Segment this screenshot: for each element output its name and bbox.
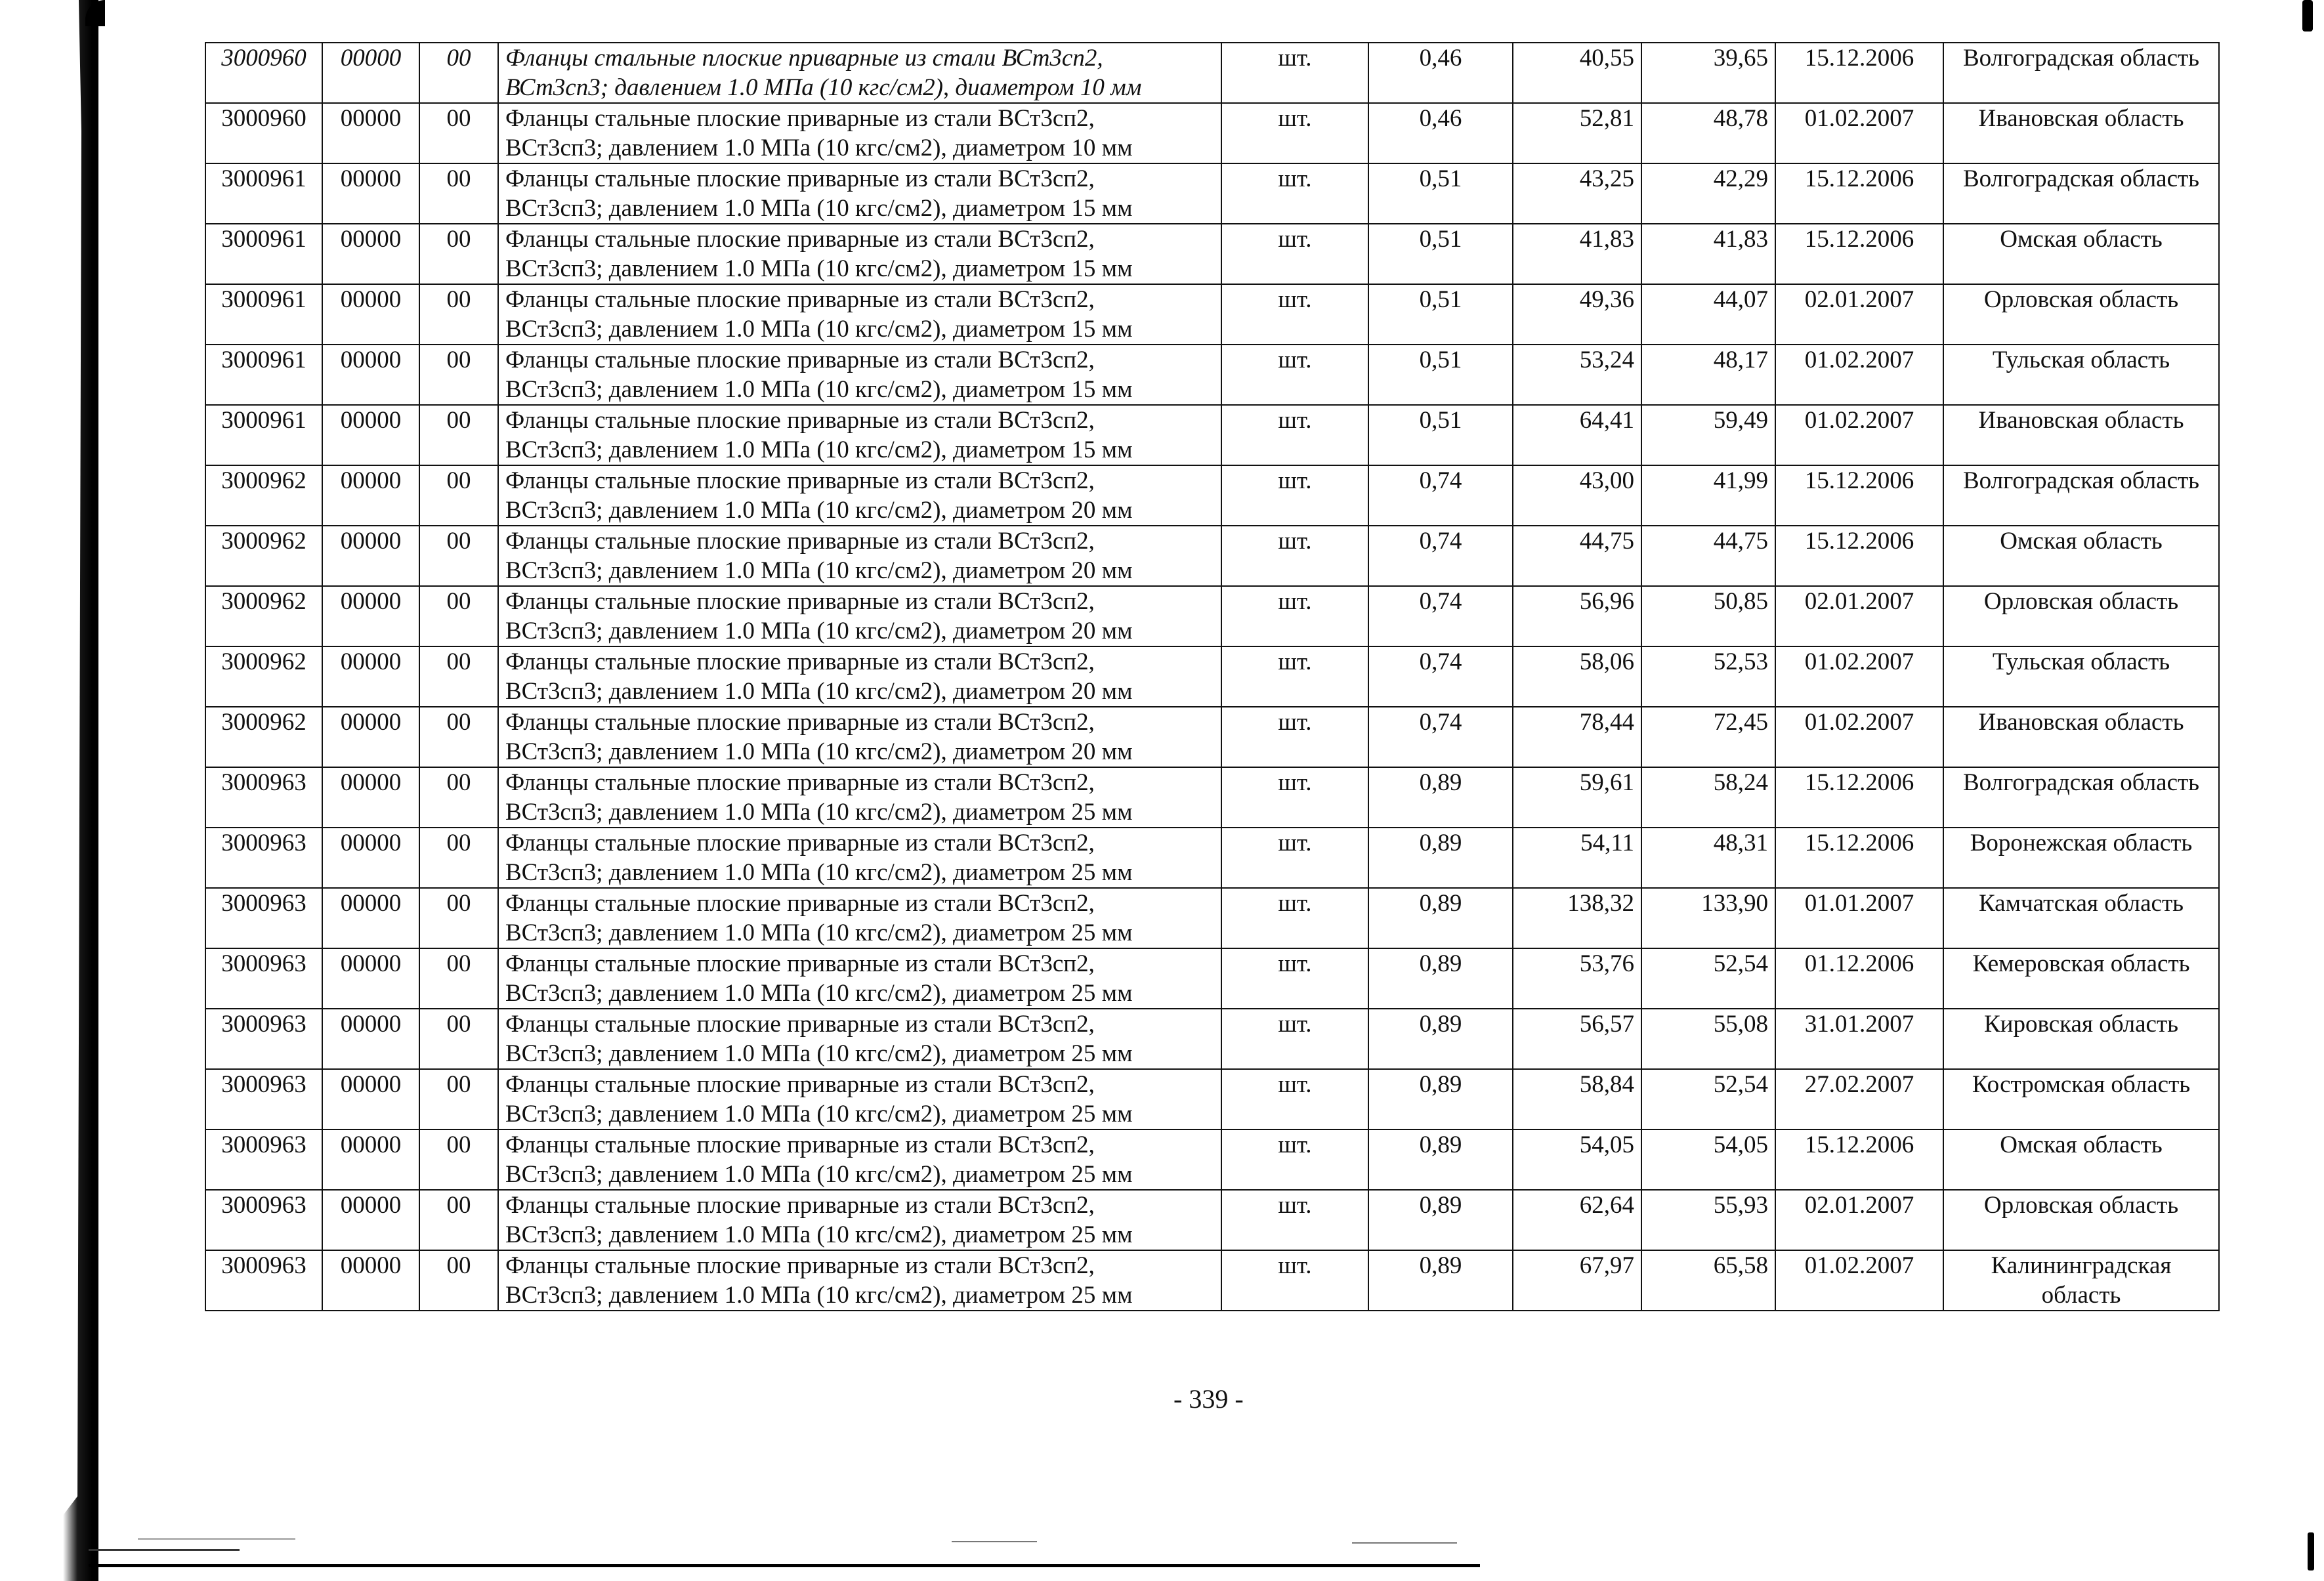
item-mass-cell: 0,46 — [1368, 43, 1513, 103]
price-2-cell: 42,29 — [1641, 163, 1775, 224]
item-name-line-1: Фланцы стальные плоские приварные из стали ВСт3сп2, — [505, 105, 1095, 132]
table-row — [205, 163, 2219, 224]
item-subcode-2-cell: 00 — [419, 224, 498, 284]
item-code-cell: 3000963 — [205, 1250, 322, 1311]
region-cell: Калининградская область — [1943, 1250, 2219, 1311]
item-subcode-cell: 00000 — [322, 888, 419, 948]
item-subcode-2-cell: 00 — [419, 465, 498, 526]
region-cell: Кировская область — [1943, 1009, 2219, 1069]
item-subcode-2-cell: 00 — [419, 1250, 498, 1311]
item-mass-cell: 0,51 — [1368, 224, 1513, 284]
price-table-body — [205, 43, 2219, 1311]
item-subcode-cell: 00000 — [322, 405, 419, 465]
table-row — [205, 1129, 2219, 1190]
table-row — [205, 1009, 2219, 1069]
item-code-cell: 3000960 — [205, 103, 322, 163]
item-code-cell: 3000963 — [205, 767, 322, 828]
item-subcode-cell: 00000 — [322, 465, 419, 526]
price-2-cell: 39,65 — [1641, 43, 1775, 103]
price-1-cell: 53,76 — [1513, 948, 1641, 1009]
item-name-line-1: Фланцы стальные плоские приварные из стали ВСт3сп2, — [505, 890, 1095, 917]
bottom-rule — [89, 1564, 1480, 1567]
item-subcode-2-cell: 00 — [419, 43, 498, 103]
price-date-cell: 15.12.2006 — [1775, 465, 1943, 526]
price-1-cell: 64,41 — [1513, 405, 1641, 465]
item-subcode-2-cell: 00 — [419, 345, 498, 405]
unit-of-measure-cell: шт. — [1221, 224, 1368, 284]
item-subcode-2-cell: 00 — [419, 707, 498, 767]
price-1-cell: 62,64 — [1513, 1190, 1641, 1250]
price-date-cell: 15.12.2006 — [1775, 43, 1943, 103]
unit-of-measure-cell: шт. — [1221, 1250, 1368, 1311]
item-subcode-cell: 00000 — [322, 103, 419, 163]
price-2-cell: 59,49 — [1641, 405, 1775, 465]
item-name-line-1: Фланцы стальные плоские приварные из стали ВСт3сп2, — [505, 588, 1095, 615]
item-code-cell: 3000962 — [205, 586, 322, 646]
price-date-cell: 31.01.2007 — [1775, 1009, 1943, 1069]
unit-of-measure-cell: шт. — [1221, 1190, 1368, 1250]
unit-of-measure-cell: шт. — [1221, 103, 1368, 163]
item-code-cell: 3000961 — [205, 224, 322, 284]
price-1-cell: 54,05 — [1513, 1129, 1641, 1190]
unit-of-measure-cell: шт. — [1221, 43, 1368, 103]
item-subcode-cell: 00000 — [322, 1250, 419, 1311]
region-cell: Волгоградская область — [1943, 163, 2219, 224]
item-name-line-1: Фланцы стальные плоские приварные из стали ВСт3сп2, — [505, 286, 1095, 313]
table-row — [205, 767, 2219, 828]
region-cell: Ивановская область — [1943, 103, 2219, 163]
price-date-cell: 01.02.2007 — [1775, 1250, 1943, 1311]
price-date-cell: 01.02.2007 — [1775, 646, 1943, 707]
item-code-cell: 3000961 — [205, 163, 322, 224]
scan-stray-line — [1352, 1542, 1457, 1544]
item-name-line-2: ВСт3сп3; давлением 1.0 МПа (10 кгс/см2), диаметром 15 мм — [505, 195, 1133, 222]
price-2-cell: 52,54 — [1641, 1069, 1775, 1129]
item-name-line-2: ВСт3сп3; давлением 1.0 МПа (10 кгс/см2), диаметром 15 мм — [505, 436, 1133, 463]
price-2-cell: 52,53 — [1641, 646, 1775, 707]
price-2-cell: 54,05 — [1641, 1129, 1775, 1190]
item-name-line-2: ВСт3сп3; давлением 1.0 МПа (10 кгс/см2), диаметром 20 мм — [505, 557, 1133, 584]
item-subcode-cell: 00000 — [322, 828, 419, 888]
price-2-cell: 133,90 — [1641, 888, 1775, 948]
region-cell: Волгоградская область — [1943, 465, 2219, 526]
item-subcode-cell: 00000 — [322, 284, 419, 345]
region-cell: Тульская область — [1943, 345, 2219, 405]
item-name-line-2: ВСт3сп3; давлением 1.0 МПа (10 кгс/см2), диаметром 20 мм — [505, 678, 1133, 705]
region-cell: Волгоградская область — [1943, 767, 2219, 828]
table-row — [205, 345, 2219, 405]
price-1-cell: 43,00 — [1513, 465, 1641, 526]
item-name-line-2: ВСт3сп3; давлением 1.0 МПа (10 кгс/см2), диаметром 25 мм — [505, 1282, 1133, 1309]
item-subcode-2-cell: 00 — [419, 1069, 498, 1129]
region-cell: Тульская область — [1943, 646, 2219, 707]
item-name-line-2: ВСт3сп3; давлением 1.0 МПа (10 кгс/см2), диаметром 25 мм — [505, 980, 1133, 1007]
item-code-cell: 3000963 — [205, 948, 322, 1009]
item-subcode-cell: 00000 — [322, 948, 419, 1009]
item-subcode-cell: 00000 — [322, 646, 419, 707]
item-name-line-2: ВСт3сп3; давлением 1.0 МПа (10 кгс/см2), диаметром 25 мм — [505, 1101, 1133, 1128]
item-name-line-1: Фланцы стальные плоские приварные из стали ВСт3сп2, — [505, 648, 1095, 675]
unit-of-measure-cell: шт. — [1221, 828, 1368, 888]
item-subcode-2-cell: 00 — [419, 1190, 498, 1250]
item-name-line-2: ВСт3сп3; давлением 1.0 МПа (10 кгс/см2), диаметром 10 мм — [505, 74, 1142, 101]
price-date-cell: 01.02.2007 — [1775, 405, 1943, 465]
table-row — [205, 646, 2219, 707]
price-1-cell: 44,75 — [1513, 526, 1641, 586]
item-name-line-1: Фланцы стальные плоские приварные из стали ВСт3сп2, — [505, 165, 1095, 192]
item-name-line-1: Фланцы стальные плоские приварные из стали ВСт3сп2, — [505, 950, 1095, 977]
item-name-cell — [498, 345, 1221, 405]
item-mass-cell: 0,89 — [1368, 1190, 1513, 1250]
price-2-cell: 72,45 — [1641, 707, 1775, 767]
item-mass-cell: 0,89 — [1368, 948, 1513, 1009]
item-subcode-cell: 00000 — [322, 586, 419, 646]
table-row — [205, 224, 2219, 284]
scan-stray-line — [138, 1538, 295, 1540]
item-subcode-2-cell: 00 — [419, 948, 498, 1009]
item-name-cell — [498, 1190, 1221, 1250]
item-mass-cell: 0,46 — [1368, 103, 1513, 163]
item-name-line-2: ВСт3сп3; давлением 1.0 МПа (10 кгс/см2), диаметром 25 мм — [505, 1040, 1133, 1067]
item-name-line-2: ВСт3сп3; давлением 1.0 МПа (10 кгс/см2), диаметром 20 мм — [505, 618, 1133, 644]
region-cell: Омская область — [1943, 526, 2219, 586]
item-subcode-2-cell: 00 — [419, 163, 498, 224]
item-name-line-2: ВСт3сп3; давлением 1.0 МПа (10 кгс/см2), диаметром 25 мм — [505, 799, 1133, 826]
unit-of-measure-cell: шт. — [1221, 284, 1368, 345]
price-2-cell: 41,99 — [1641, 465, 1775, 526]
item-mass-cell: 0,89 — [1368, 1129, 1513, 1190]
item-subcode-cell: 00000 — [322, 1069, 419, 1129]
item-name-cell — [498, 948, 1221, 1009]
item-name-line-1: Фланцы стальные плоские приварные из стали ВСт3сп2, — [505, 769, 1095, 796]
unit-of-measure-cell: шт. — [1221, 1009, 1368, 1069]
item-mass-cell: 0,74 — [1368, 465, 1513, 526]
table-row — [205, 1250, 2219, 1311]
unit-of-measure-cell: шт. — [1221, 707, 1368, 767]
price-1-cell: 58,06 — [1513, 646, 1641, 707]
unit-of-measure-cell: шт. — [1221, 405, 1368, 465]
item-name-line-1: Фланцы стальные плоские приварные из стали ВСт3сп2, — [505, 528, 1095, 555]
item-mass-cell: 0,89 — [1368, 888, 1513, 948]
price-1-cell: 43,25 — [1513, 163, 1641, 224]
price-date-cell: 15.12.2006 — [1775, 1129, 1943, 1190]
item-subcode-cell: 00000 — [322, 767, 419, 828]
item-name-cell — [498, 526, 1221, 586]
item-subcode-cell: 00000 — [322, 224, 419, 284]
price-2-cell: 50,85 — [1641, 586, 1775, 646]
item-mass-cell: 0,51 — [1368, 163, 1513, 224]
item-name-cell — [498, 828, 1221, 888]
item-subcode-2-cell: 00 — [419, 103, 498, 163]
item-name-line-1: Фланцы стальные плоские приварные из стали ВСт3сп2, — [505, 709, 1095, 736]
table-row — [205, 103, 2219, 163]
item-name-cell — [498, 43, 1221, 103]
unit-of-measure-cell: шт. — [1221, 163, 1368, 224]
table-row — [205, 948, 2219, 1009]
price-2-cell: 52,54 — [1641, 948, 1775, 1009]
price-1-cell: 53,24 — [1513, 345, 1641, 405]
region-cell: Ивановская область — [1943, 405, 2219, 465]
item-subcode-2-cell: 00 — [419, 1129, 498, 1190]
price-date-cell: 01.12.2006 — [1775, 948, 1943, 1009]
price-1-cell: 52,81 — [1513, 103, 1641, 163]
item-name-line-2: ВСт3сп3; давлением 1.0 МПа (10 кгс/см2), диаметром 25 мм — [505, 1161, 1133, 1188]
item-name-cell — [498, 465, 1221, 526]
price-2-cell: 55,93 — [1641, 1190, 1775, 1250]
item-name-cell — [498, 586, 1221, 646]
table-row — [205, 586, 2219, 646]
unit-of-measure-cell: шт. — [1221, 345, 1368, 405]
price-2-cell: 58,24 — [1641, 767, 1775, 828]
item-subcode-2-cell: 00 — [419, 646, 498, 707]
price-date-cell: 01.02.2007 — [1775, 707, 1943, 767]
item-code-cell: 3000962 — [205, 526, 322, 586]
price-2-cell: 41,83 — [1641, 224, 1775, 284]
item-name-cell — [498, 1009, 1221, 1069]
region-cell: Орловская область — [1943, 284, 2219, 345]
item-subcode-cell: 00000 — [322, 1129, 419, 1190]
bottom-rule-short — [89, 1549, 240, 1551]
table-row — [205, 465, 2219, 526]
item-name-line-1: Фланцы стальные плоские приварные из стали ВСт3сп2, — [505, 1192, 1095, 1219]
price-date-cell: 01.02.2007 — [1775, 345, 1943, 405]
item-name-line-2: ВСт3сп3; давлением 1.0 МПа (10 кгс/см2), диаметром 15 мм — [505, 376, 1133, 403]
table-row — [205, 1069, 2219, 1129]
item-mass-cell: 0,89 — [1368, 828, 1513, 888]
item-code-cell: 3000963 — [205, 1190, 322, 1250]
region-cell: Воронежская область — [1943, 828, 2219, 888]
item-code-cell: 3000960 — [205, 43, 322, 103]
price-2-cell: 44,07 — [1641, 284, 1775, 345]
price-date-cell: 02.01.2007 — [1775, 586, 1943, 646]
item-name-cell — [498, 1129, 1221, 1190]
item-subcode-cell: 00000 — [322, 163, 419, 224]
scan-corner-mark-top-right — [2302, 0, 2313, 32]
item-name-line-2: ВСт3сп3; давлением 1.0 МПа (10 кгс/см2), диаметром 15 мм — [505, 316, 1133, 343]
price-1-cell: 49,36 — [1513, 284, 1641, 345]
item-subcode-2-cell: 00 — [419, 284, 498, 345]
item-subcode-cell: 00000 — [322, 1190, 419, 1250]
price-1-cell: 41,83 — [1513, 224, 1641, 284]
item-name-cell — [498, 888, 1221, 948]
item-name-cell — [498, 1250, 1221, 1311]
table-row — [205, 284, 2219, 345]
item-name-line-1: Фланцы стальные плоские приварные из стали ВСт3сп2, — [505, 407, 1095, 434]
item-subcode-2-cell: 00 — [419, 526, 498, 586]
item-name-line-2: ВСт3сп3; давлением 1.0 МПа (10 кгс/см2), диаметром 25 мм — [505, 1221, 1133, 1248]
region-cell: Костромская область — [1943, 1069, 2219, 1129]
item-subcode-2-cell: 00 — [419, 586, 498, 646]
item-subcode-cell: 00000 — [322, 345, 419, 405]
price-2-cell: 48,31 — [1641, 828, 1775, 888]
price-2-cell: 48,78 — [1641, 103, 1775, 163]
unit-of-measure-cell: шт. — [1221, 888, 1368, 948]
item-code-cell: 3000961 — [205, 405, 322, 465]
price-1-cell: 56,96 — [1513, 586, 1641, 646]
item-subcode-2-cell: 00 — [419, 828, 498, 888]
price-2-cell: 65,58 — [1641, 1250, 1775, 1311]
item-name-line-1: Фланцы стальные плоские приварные из стали ВСт3сп2, — [505, 467, 1095, 494]
item-name-line-2: ВСт3сп3; давлением 1.0 МПа (10 кгс/см2), диаметром 20 мм — [505, 738, 1133, 765]
item-name-line-1: Фланцы стальные плоские приварные из стали ВСт3сп2, — [505, 45, 1103, 72]
item-code-cell: 3000963 — [205, 888, 322, 948]
price-1-cell: 56,57 — [1513, 1009, 1641, 1069]
price-2-cell: 55,08 — [1641, 1009, 1775, 1069]
item-name-cell — [498, 224, 1221, 284]
price-date-cell: 01.02.2007 — [1775, 103, 1943, 163]
item-name-cell — [498, 646, 1221, 707]
item-code-cell: 3000963 — [205, 828, 322, 888]
price-date-cell: 15.12.2006 — [1775, 224, 1943, 284]
item-name-line-1: Фланцы стальные плоские приварные из стали ВСт3сп2, — [505, 226, 1095, 253]
region-cell: Омская область — [1943, 224, 2219, 284]
unit-of-measure-cell: шт. — [1221, 1069, 1368, 1129]
item-subcode-2-cell: 00 — [419, 1009, 498, 1069]
unit-of-measure-cell: шт. — [1221, 1129, 1368, 1190]
item-mass-cell: 0,89 — [1368, 1250, 1513, 1311]
item-name-line-2: ВСт3сп3; давлением 1.0 МПа (10 кгс/см2), диаметром 10 мм — [505, 135, 1133, 161]
item-code-cell: 3000963 — [205, 1069, 322, 1129]
price-1-cell: 40,55 — [1513, 43, 1641, 103]
item-subcode-2-cell: 00 — [419, 405, 498, 465]
table-row — [205, 526, 2219, 586]
unit-of-measure-cell: шт. — [1221, 767, 1368, 828]
price-date-cell: 15.12.2006 — [1775, 767, 1943, 828]
table-row — [205, 1190, 2219, 1250]
item-name-cell — [498, 284, 1221, 345]
item-code-cell: 3000963 — [205, 1009, 322, 1069]
table-row — [205, 707, 2219, 767]
region-cell: Орловская область — [1943, 586, 2219, 646]
item-subcode-2-cell: 00 — [419, 767, 498, 828]
item-mass-cell: 0,89 — [1368, 1069, 1513, 1129]
page-number: - 339 - — [1173, 1384, 1244, 1414]
price-1-cell: 58,84 — [1513, 1069, 1641, 1129]
item-mass-cell: 0,51 — [1368, 345, 1513, 405]
region-cell: Орловская область — [1943, 1190, 2219, 1250]
item-mass-cell: 0,89 — [1368, 1009, 1513, 1069]
item-name-line-1: Фланцы стальные плоские приварные из стали ВСт3сп2, — [505, 1011, 1095, 1038]
price-table — [205, 42, 2220, 1311]
price-1-cell: 67,97 — [1513, 1250, 1641, 1311]
item-name-line-1: Фланцы стальные плоские приварные из стали ВСт3сп2, — [505, 347, 1095, 373]
price-date-cell: 15.12.2006 — [1775, 526, 1943, 586]
item-name-line-1: Фланцы стальные плоские приварные из стали ВСт3сп2, — [505, 1071, 1095, 1098]
region-cell: Омская область — [1943, 1129, 2219, 1190]
region-cell: Камчатская область — [1943, 888, 2219, 948]
item-mass-cell: 0,74 — [1368, 526, 1513, 586]
item-subcode-cell: 00000 — [322, 526, 419, 586]
item-mass-cell: 0,89 — [1368, 767, 1513, 828]
price-1-cell: 54,11 — [1513, 828, 1641, 888]
item-subcode-cell: 00000 — [322, 1009, 419, 1069]
price-2-cell: 44,75 — [1641, 526, 1775, 586]
price-date-cell: 02.01.2007 — [1775, 1190, 1943, 1250]
item-code-cell: 3000962 — [205, 646, 322, 707]
unit-of-measure-cell: шт. — [1221, 465, 1368, 526]
item-name-line-1: Фланцы стальные плоские приварные из стали ВСт3сп2, — [505, 830, 1095, 856]
unit-of-measure-cell: шт. — [1221, 948, 1368, 1009]
item-mass-cell: 0,51 — [1368, 405, 1513, 465]
price-date-cell: 02.01.2007 — [1775, 284, 1943, 345]
item-subcode-cell: 00000 — [322, 43, 419, 103]
price-2-cell: 48,17 — [1641, 345, 1775, 405]
item-name-line-2: ВСт3сп3; давлением 1.0 МПа (10 кгс/см2), диаметром 25 мм — [505, 919, 1133, 946]
scan-corner-mark-bottom-right — [2308, 1532, 2314, 1570]
scan-stray-line — [952, 1541, 1037, 1542]
region-cell: Ивановская область — [1943, 707, 2219, 767]
price-date-cell: 01.01.2007 — [1775, 888, 1943, 948]
item-code-cell: 3000962 — [205, 707, 322, 767]
item-name-cell — [498, 163, 1221, 224]
unit-of-measure-cell: шт. — [1221, 646, 1368, 707]
price-1-cell: 138,32 — [1513, 888, 1641, 948]
item-name-line-2: ВСт3сп3; давлением 1.0 МПа (10 кгс/см2), диаметром 15 мм — [505, 255, 1133, 282]
price-1-cell: 78,44 — [1513, 707, 1641, 767]
table-row — [205, 43, 2219, 103]
item-name-cell — [498, 103, 1221, 163]
item-name-line-2: ВСт3сп3; давлением 1.0 МПа (10 кгс/см2), диаметром 25 мм — [505, 859, 1133, 886]
item-name-line-2: ВСт3сп3; давлением 1.0 МПа (10 кгс/см2), диаметром 20 мм — [505, 497, 1133, 524]
price-date-cell: 15.12.2006 — [1775, 163, 1943, 224]
item-code-cell: 3000961 — [205, 345, 322, 405]
item-subcode-2-cell: 00 — [419, 888, 498, 948]
item-subcode-cell: 00000 — [322, 707, 419, 767]
item-code-cell: 3000963 — [205, 1129, 322, 1190]
region-cell: Кемеровская область — [1943, 948, 2219, 1009]
item-mass-cell: 0,74 — [1368, 646, 1513, 707]
price-date-cell: 15.12.2006 — [1775, 828, 1943, 888]
region-cell: Волгоградская область — [1943, 43, 2219, 103]
item-code-cell: 3000962 — [205, 465, 322, 526]
item-name-cell — [498, 767, 1221, 828]
price-date-cell: 27.02.2007 — [1775, 1069, 1943, 1129]
item-mass-cell: 0,74 — [1368, 707, 1513, 767]
item-name-cell — [498, 707, 1221, 767]
unit-of-measure-cell: шт. — [1221, 586, 1368, 646]
item-mass-cell: 0,51 — [1368, 284, 1513, 345]
table-row — [205, 405, 2219, 465]
item-mass-cell: 0,74 — [1368, 586, 1513, 646]
price-1-cell: 59,61 — [1513, 767, 1641, 828]
item-name-line-1: Фланцы стальные плоские приварные из стали ВСт3сп2, — [505, 1252, 1095, 1279]
item-code-cell: 3000961 — [205, 284, 322, 345]
item-name-cell — [498, 405, 1221, 465]
unit-of-measure-cell: шт. — [1221, 526, 1368, 586]
item-name-cell — [498, 1069, 1221, 1129]
table-row — [205, 888, 2219, 948]
scan-edge-shadow — [0, 0, 98, 1581]
item-name-line-1: Фланцы стальные плоские приварные из стали ВСт3сп2, — [505, 1131, 1095, 1158]
table-row — [205, 828, 2219, 888]
